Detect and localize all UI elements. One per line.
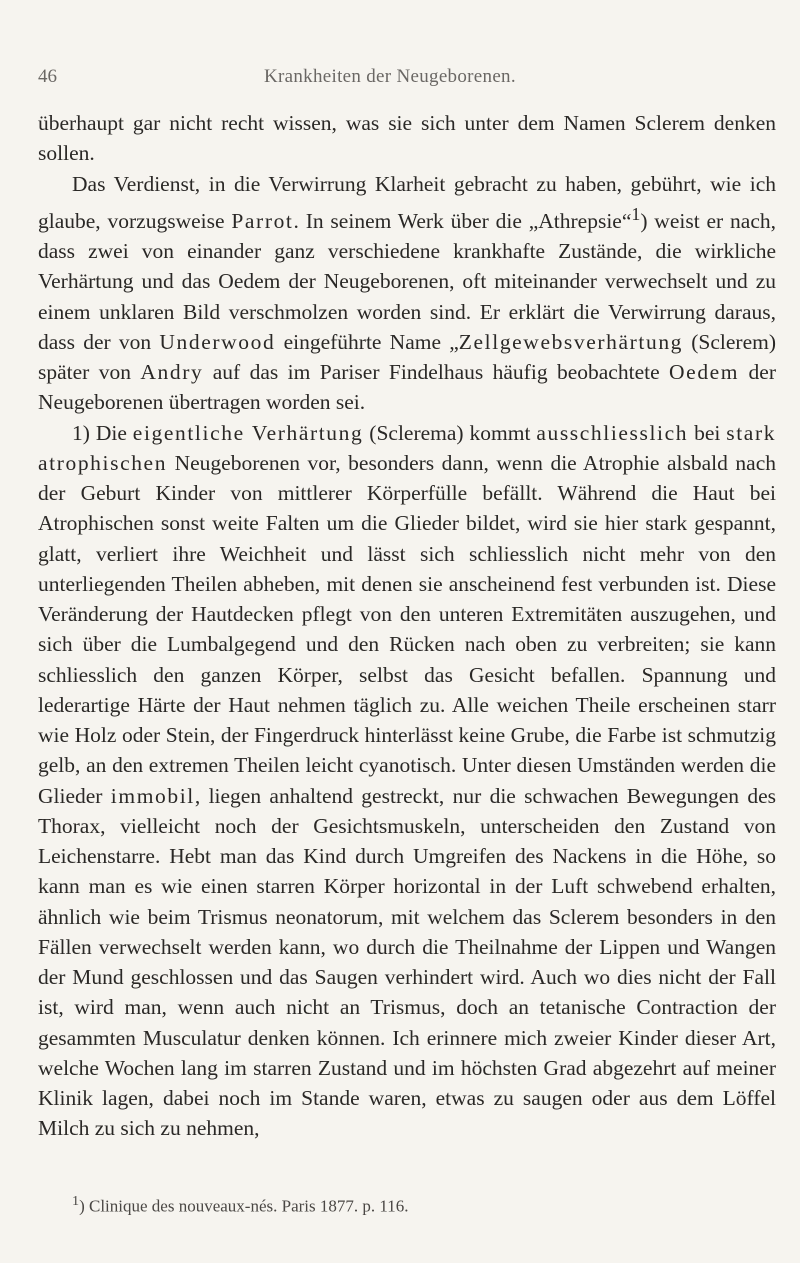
page-number: 46 bbox=[38, 66, 57, 87]
name-underwood: Underwood bbox=[159, 329, 276, 354]
name-parrot: Parrot bbox=[231, 208, 294, 233]
paragraph-sclerema: 1) Die eigentliche Verhärtung (Sclerema) kommt ausschliesslich bei stark atrophischen Neugeborenen vor, besonders dann, wenn die Atrophie alsbald nach der Geburt Kinder von mittlerer Körperfülle befällt. Während die Haut bei Atrophischen sonst weite Falten um die Glieder bildet, wird sie hier stark gespannt, glatt, verliert ihre Weichheit und lässt sich schliesslich nicht mehr von den unterliegenden Theilen abheben, mit denen sie anscheinend fest verbunden ist. Diese Veränderung der Hautdecken pflegt von den unteren Extremitäten auszugehen, und sich über die Lumbalgegend und den Rücken nach oben zu verbreiten; sie kann schliesslich den ganzen Körper, selbst das Gesicht befallen. Spannung und lederartige Härte der Haut nehmen täglich zu. Alle weichen Theile erscheinen starr wie Holz oder Stein, der Fingerdruck hinterlässt keine Grube, die Farbe ist schmutzig gelb, an den extremen Theilen leicht cyanotisch. Unter diesen Umständen werden die Glieder immobil, liegen anhaltend gestreckt, nur die schwachen Bewegungen des Thorax, vielleicht noch der Gesichtsmuskeln, unterscheiden den Zustand von Leichenstarre. Hebt man das Kind durch Umgreifen des Nackens in die Höhe, so kann man es wie einen starren Körper horizontal in der Luft schwebend erhalten, ähnlich wie beim Trismus neonatorum, mit welchem das Sclerem besonders in den Fällen verwechselt werden kann, wo durch die Theilnahme der Lippen und Wangen der Mund geschlossen und das Saugen verhindert wird. Auch wo dies nicht der Fall ist, wird man, wenn auch nicht an Trismus, doch an tetanische Contraction der gesammten Musculatur denken können. Ich erinnere mich zweier Kinder dieser Art, welche Wochen lang im starren Zustand und im höchsten Grad abgezehrt auf meiner Klinik lagen, dabei noch im Stande waren, etwas zu saugen oder aus dem Löffel Milch zu sich zu nehmen, bbox=[38, 420, 777, 1141]
footnote-marker: 1 bbox=[72, 1193, 80, 1209]
footnote-ref: 1 bbox=[631, 203, 641, 224]
term-stark-atrophischen: stark atrophischen bbox=[38, 420, 777, 475]
term-immobil: immobil bbox=[110, 783, 195, 808]
paragraph-continuation: überhaupt gar nicht recht wissen, was sie sich unter dem Namen Sclerem denken sollen. bbox=[38, 111, 776, 166]
body-text bbox=[38, 108, 776, 1144]
term-ausschliesslich: ausschliesslich bbox=[536, 420, 689, 445]
term-oedem: Oedem bbox=[669, 360, 740, 385]
term-eigentliche-verhaertung: eigentliche Verhärtung bbox=[132, 420, 364, 445]
paragraph-parrot: Das Verdienst, in die Verwirrung Klarheit gebracht zu haben, gebührt, wie ich glaube, vorzugsweise Parrot. In seinem Werk über die „Athrepsie“$^1$) weist er nach, dass zwei von einander ganz verschiedene krankhafte Zustände, die wirkliche Verhärtung und das Oedem der Neugeborenen, oft miteinander verwechselt und zu einem unklaren Bild verschmolzen worden sind. Er erklärt die Verwirrung daraus, dass der von Underwood eingeführte Name „Zellgewebsverhärtung (Sclerem) später von Andry auf das im Pariser Findelhaus häufig beobachtete Oedem der Neugeborenen übertragen worden sei. bbox=[38, 171, 777, 415]
footnote bbox=[38, 1190, 776, 1218]
term-zellgewebsverhaertung: Zellgewebsverhärtung bbox=[458, 329, 684, 354]
name-andry: Andry bbox=[140, 360, 204, 385]
footnote-text: ) Clinique des nouveaux-nés. Paris 1877. p. 116. bbox=[79, 1196, 409, 1216]
running-head bbox=[38, 66, 778, 94]
running-title: Krankheiten der Neugeborenen. bbox=[264, 66, 516, 87]
